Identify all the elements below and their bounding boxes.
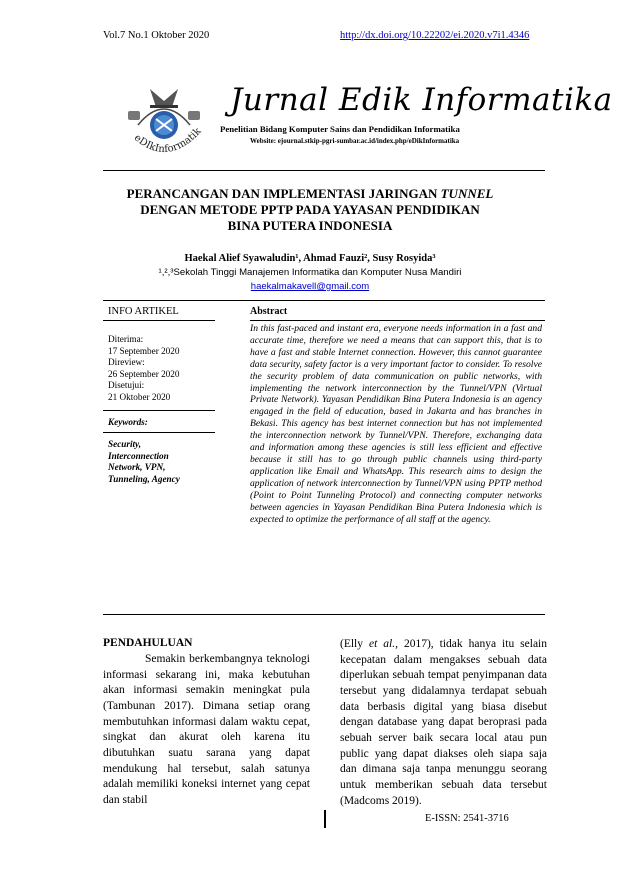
header-divider (103, 170, 545, 171)
authors: Haekal Alief Syawaludin¹, Ahmad Fauzi², Susy Rosyida³ (184, 253, 436, 264)
abstract-text: In this fast-paced and instant era, everyone needs information in a fast and accurate time, therefore we need a means that can support this, that is to have a fast and stable Internet connection. However, this cannot guarantee data security, safety factor is a very important factor to consider. To resolve the security problem of data communication on public networks, with implementing the network interconnection by the Tunnel/VPN (Virtual Private Network). Yayasan Pendidikan Bina Putera Indonesia is an agency engaged in the field of education, based in Jakarta and has branches in Bekasi. This agency has best internet connection but has not implemented the interconnection network by Tunnel/VPN. Therefore, exchanging data and information among these agencies is still less efficient and effective because it still has to go through public channels using third-party application like Email and WhatsApp. This research aims to design the application of network interconnection by Tunnel/VPN using PPTP method (Point to Point Tunneling Protocol) and connecting computer networks between agencies in Yayasan Pendidikan Bina Putera Indonesia which is expected to optimize the performance of all staff at the agency. (250, 323, 542, 525)
section-heading: PENDAHULUAN (103, 637, 193, 649)
author-email[interactable]: haekalmakavell@gmail.com (250, 281, 370, 292)
journal-title: Jurnal Edik Informatika (230, 82, 613, 118)
keywords-heading: Keywords: (108, 417, 148, 427)
body-column-1: Semakin berkembangnya teknologi informasi sekarang ini, maka kebutuhan akan informasi semakin meningkat pula (Tambunan 2017). Dimana setiap orang membutuhkan informasi dalam waktu cepat, singkat dan akurat oleh karena itu dibutuhkan suatu sarana yang dapat mendukung hal tersebut, salah satunya adalah memiliki koneksi internet yang cepat dan stabil (103, 653, 310, 806)
abstract-heading-rule (250, 320, 545, 321)
body-column-2: (Elly et al., 2017), tidak hanya itu selain kecepatan dalam mengakses sebuah data diperlukan sebuah tempat penyimpanan data tersebut yang didalamnya terdapat sebuah data berbasis digital yang biasa disebut dengan database yang dapat beroprasi pada sebuah server baik secara local atau pun public yang dapat diakses oleh siapa saja dan dimana saja tanpa menunggu seorang untuk memberikan sebuah data tersebut (Madcoms 2019). (340, 638, 548, 807)
doi-link[interactable]: http://dx.doi.org/10.22202/ei.2020.v7i1.4346 (340, 30, 530, 41)
footer-issn: E-ISSN: 2541-3716 (425, 813, 509, 824)
keywords-rule (103, 432, 215, 433)
abstract-heading: Abstract (250, 306, 288, 317)
article-title: PERANCANGAN DAN IMPLEMENTASI JARINGAN TUNNEL DENGAN METODE PPTP PADA YAYASAN PENDIDIKAN BINA PUTERA INDONESIA (126, 186, 494, 233)
dates-rule (103, 410, 215, 411)
top-divider (103, 300, 545, 301)
footer-separator (324, 810, 326, 828)
journal-logo (120, 85, 208, 163)
article-dates: Diterima: 17 September 2020 Direview: 26 September 2020 Disetujui: 21 Oktober 2020 (108, 334, 180, 402)
journal-subtitle: Penelitian Bidang Komputer Sains dan Pendidikan Informatika (220, 124, 460, 134)
volume-info: Vol.7 No.1 Oktober 2020 (103, 30, 210, 41)
journal-website: Website: ejournal.stkip-pgri-sumbar.ac.id/index.php/eDikInformatika (250, 137, 460, 145)
info-heading: INFO ARTIKEL (108, 306, 179, 317)
svg-text:eDIkInformatika: eDIkInformatik (131, 126, 204, 156)
affiliation: ¹,²,³Sekolah Tinggi Manajemen Informatika dan Komputer Nusa Mandiri (158, 267, 462, 278)
info-heading-rule (103, 320, 215, 321)
keywords: Security, Interconnection Network, VPN, Tunneling, Agency (108, 439, 180, 484)
abstract-divider (103, 614, 545, 615)
